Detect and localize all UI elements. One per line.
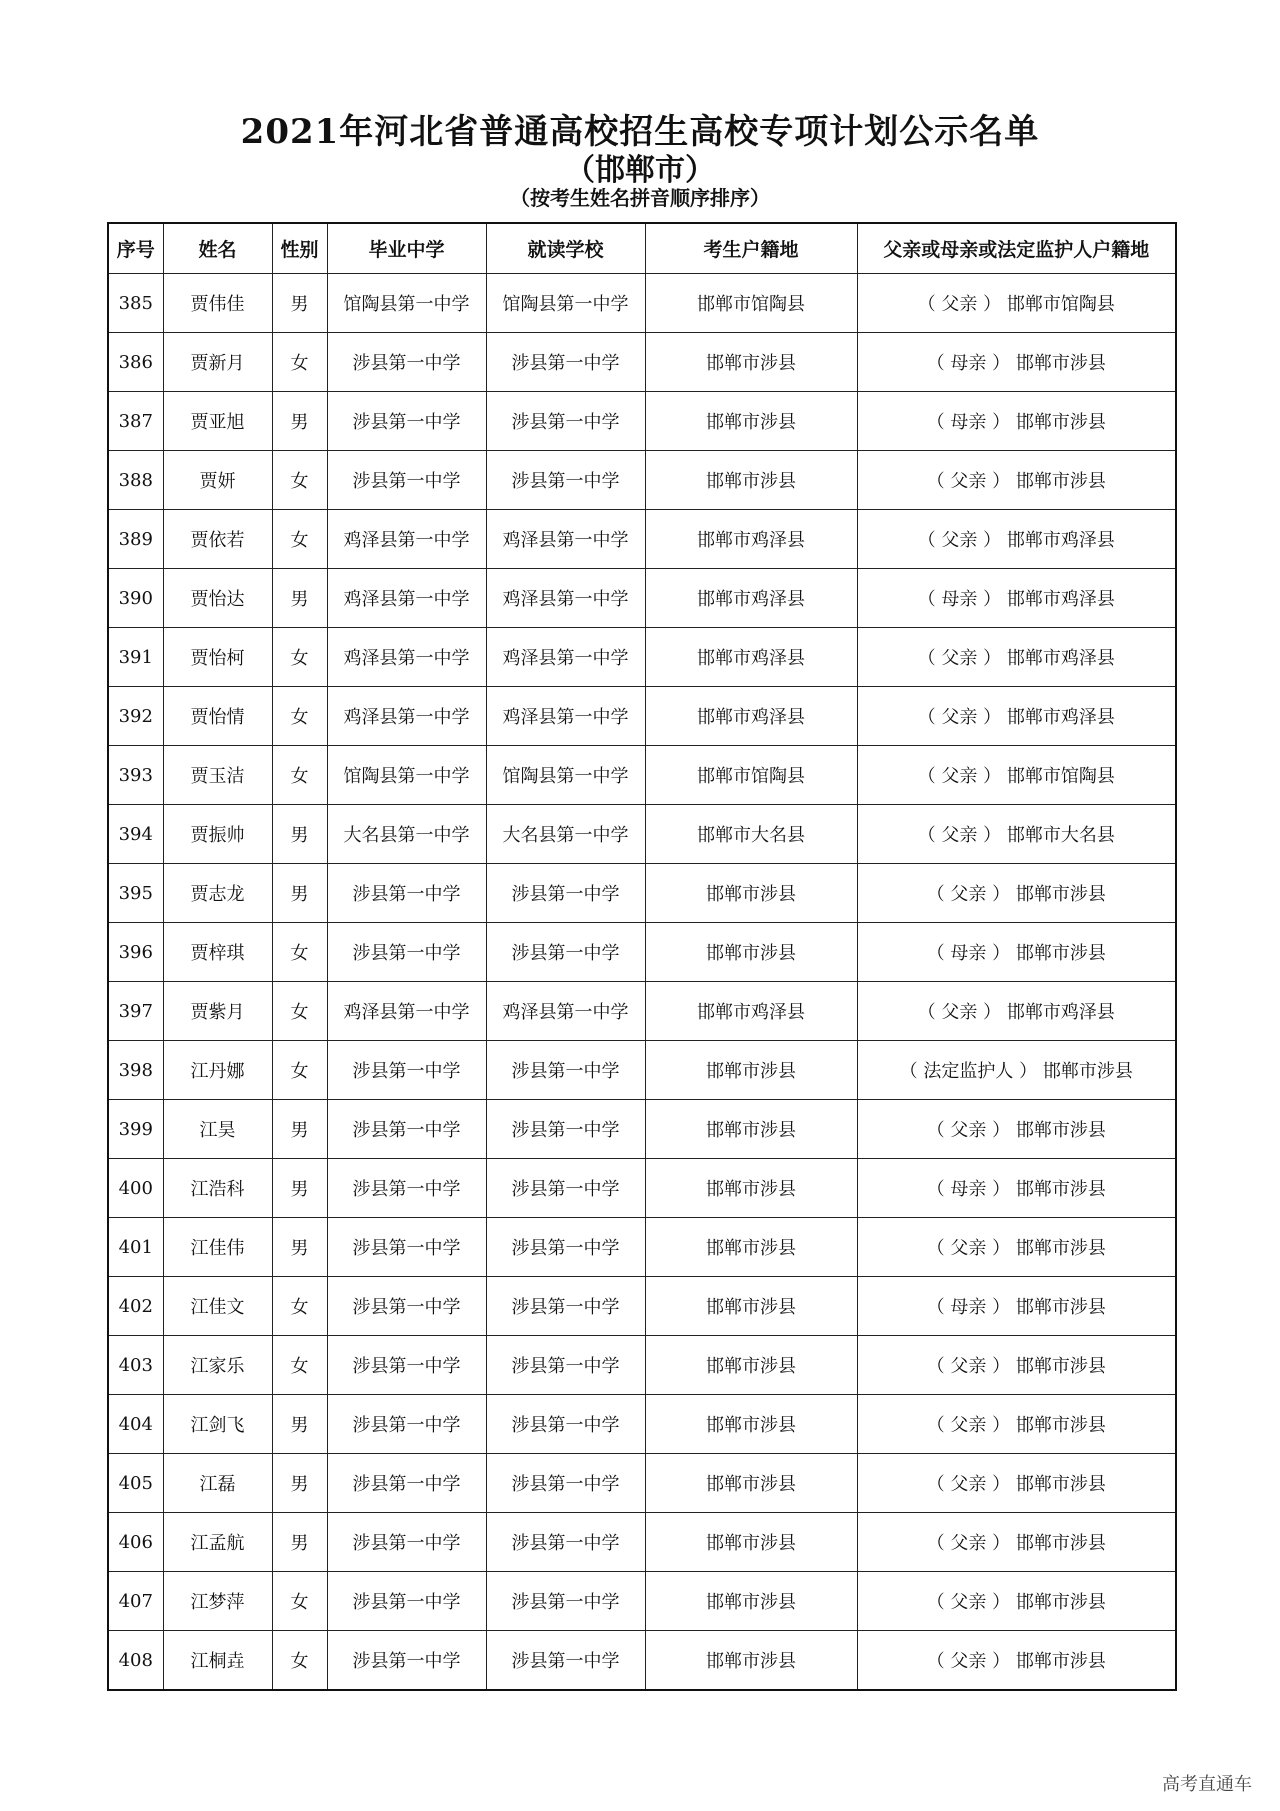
cell-student-household: 邯郸市大名县 [645, 805, 857, 864]
cell-index: 402 [108, 1277, 163, 1336]
column-header-index: 序号 [108, 223, 163, 274]
cell-index: 399 [108, 1100, 163, 1159]
table-row [108, 392, 1176, 451]
cell-graduated-school: 涉县第一中学 [327, 923, 486, 982]
cell-current-school: 涉县第一中学 [486, 333, 645, 392]
cell-name: 贾依若 [163, 510, 272, 569]
cell-index: 389 [108, 510, 163, 569]
cell-index: 385 [108, 274, 163, 333]
cell-guardian-household: （ 父亲 ） 邯郸市鸡泽县 [857, 687, 1176, 746]
cell-student-household: 邯郸市涉县 [645, 392, 857, 451]
cell-name: 江家乐 [163, 1336, 272, 1395]
cell-student-household: 邯郸市鸡泽县 [645, 687, 857, 746]
cell-graduated-school: 涉县第一中学 [327, 1100, 486, 1159]
cell-student-household: 邯郸市涉县 [645, 1631, 857, 1691]
cell-index: 398 [108, 1041, 163, 1100]
cell-graduated-school: 涉县第一中学 [327, 1277, 486, 1336]
cell-name: 江孟航 [163, 1513, 272, 1572]
cell-current-school: 涉县第一中学 [486, 1454, 645, 1513]
cell-index: 388 [108, 451, 163, 510]
table-body [108, 274, 1176, 1691]
table-row [108, 1041, 1176, 1100]
table-row [108, 333, 1176, 392]
cell-graduated-school: 涉县第一中学 [327, 1513, 486, 1572]
cell-guardian-household: （ 父亲 ） 邯郸市涉县 [857, 451, 1176, 510]
cell-name: 江昊 [163, 1100, 272, 1159]
cell-name: 贾志龙 [163, 864, 272, 923]
table-row [108, 1631, 1176, 1691]
cell-graduated-school: 鸡泽县第一中学 [327, 982, 486, 1041]
table-row [108, 982, 1176, 1041]
cell-guardian-household: （ 父亲 ） 邯郸市馆陶县 [857, 746, 1176, 805]
cell-current-school: 涉县第一中学 [486, 1159, 645, 1218]
cell-gender: 女 [272, 1572, 327, 1631]
cell-student-household: 邯郸市涉县 [645, 451, 857, 510]
cell-current-school: 涉县第一中学 [486, 451, 645, 510]
cell-gender: 男 [272, 274, 327, 333]
cell-name: 江梦萍 [163, 1572, 272, 1631]
cell-current-school: 涉县第一中学 [486, 1336, 645, 1395]
cell-name: 贾紫月 [163, 982, 272, 1041]
cell-index: 397 [108, 982, 163, 1041]
cell-current-school: 馆陶县第一中学 [486, 746, 645, 805]
cell-guardian-household: （ 母亲 ） 邯郸市涉县 [857, 923, 1176, 982]
cell-current-school: 鸡泽县第一中学 [486, 569, 645, 628]
cell-graduated-school: 涉县第一中学 [327, 864, 486, 923]
cell-guardian-household: （ 父亲 ） 邯郸市涉县 [857, 1631, 1176, 1691]
cell-current-school: 涉县第一中学 [486, 1041, 645, 1100]
cell-current-school: 涉县第一中学 [486, 1277, 645, 1336]
cell-student-household: 邯郸市涉县 [645, 333, 857, 392]
cell-gender: 女 [272, 333, 327, 392]
column-header-current-school: 就读学校 [486, 223, 645, 274]
cell-index: 403 [108, 1336, 163, 1395]
cell-name: 贾妍 [163, 451, 272, 510]
cell-index: 404 [108, 1395, 163, 1454]
cell-name: 江丹娜 [163, 1041, 272, 1100]
cell-current-school: 鸡泽县第一中学 [486, 628, 645, 687]
page-subtitle: （邯郸市） [565, 153, 715, 188]
column-header-student-household: 考生户籍地 [645, 223, 857, 274]
cell-index: 408 [108, 1631, 163, 1691]
cell-index: 387 [108, 392, 163, 451]
cell-guardian-household: （ 母亲 ） 邯郸市涉县 [857, 392, 1176, 451]
table-row [108, 1395, 1176, 1454]
cell-student-household: 邯郸市涉县 [645, 1572, 857, 1631]
table-row [108, 864, 1176, 923]
cell-index: 400 [108, 1159, 163, 1218]
cell-current-school: 涉县第一中学 [486, 1513, 645, 1572]
cell-graduated-school: 涉县第一中学 [327, 333, 486, 392]
cell-student-household: 邯郸市涉县 [645, 864, 857, 923]
cell-student-household: 邯郸市涉县 [645, 1218, 857, 1277]
cell-student-household: 邯郸市鸡泽县 [645, 569, 857, 628]
cell-guardian-household: （ 父亲 ） 邯郸市涉县 [857, 1454, 1176, 1513]
cell-name: 江桐垚 [163, 1631, 272, 1691]
cell-name: 贾玉洁 [163, 746, 272, 805]
cell-name: 江佳伟 [163, 1218, 272, 1277]
cell-current-school: 涉县第一中学 [486, 1100, 645, 1159]
cell-gender: 女 [272, 687, 327, 746]
cell-graduated-school: 涉县第一中学 [327, 1041, 486, 1100]
roster-table [107, 222, 1177, 1691]
sort-note: （按考生姓名拼音顺序排序） [510, 186, 770, 210]
cell-name: 贾新月 [163, 333, 272, 392]
cell-current-school: 鸡泽县第一中学 [486, 510, 645, 569]
cell-graduated-school: 涉县第一中学 [327, 451, 486, 510]
cell-index: 391 [108, 628, 163, 687]
cell-gender: 女 [272, 510, 327, 569]
cell-guardian-household: （ 母亲 ） 邯郸市涉县 [857, 1159, 1176, 1218]
table-row [108, 274, 1176, 333]
cell-student-household: 邯郸市涉县 [645, 1041, 857, 1100]
cell-student-household: 邯郸市涉县 [645, 1277, 857, 1336]
cell-index: 392 [108, 687, 163, 746]
cell-graduated-school: 馆陶县第一中学 [327, 274, 486, 333]
cell-gender: 女 [272, 1041, 327, 1100]
cell-current-school: 涉县第一中学 [486, 392, 645, 451]
cell-index: 407 [108, 1572, 163, 1631]
cell-guardian-household: （ 父亲 ） 邯郸市鸡泽县 [857, 982, 1176, 1041]
cell-gender: 女 [272, 746, 327, 805]
cell-gender: 男 [272, 1159, 327, 1218]
cell-guardian-household: （ 父亲 ） 邯郸市涉县 [857, 1336, 1176, 1395]
cell-guardian-household: （ 父亲 ） 邯郸市涉县 [857, 864, 1176, 923]
cell-current-school: 鸡泽县第一中学 [486, 982, 645, 1041]
cell-gender: 男 [272, 1100, 327, 1159]
cell-gender: 女 [272, 1277, 327, 1336]
cell-index: 401 [108, 1218, 163, 1277]
cell-index: 386 [108, 333, 163, 392]
cell-guardian-household: （ 法定监护人 ） 邯郸市涉县 [857, 1041, 1176, 1100]
cell-name: 贾亚旭 [163, 392, 272, 451]
cell-gender: 男 [272, 1513, 327, 1572]
cell-graduated-school: 涉县第一中学 [327, 1454, 486, 1513]
cell-current-school: 涉县第一中学 [486, 1572, 645, 1631]
cell-graduated-school: 鸡泽县第一中学 [327, 569, 486, 628]
cell-guardian-household: （ 父亲 ） 邯郸市涉县 [857, 1513, 1176, 1572]
cell-graduated-school: 鸡泽县第一中学 [327, 687, 486, 746]
cell-student-household: 邯郸市涉县 [645, 1454, 857, 1513]
table-row [108, 1572, 1176, 1631]
cell-index: 394 [108, 805, 163, 864]
cell-current-school: 大名县第一中学 [486, 805, 645, 864]
cell-name: 贾梓琪 [163, 923, 272, 982]
cell-guardian-household: （ 父亲 ） 邯郸市鸡泽县 [857, 510, 1176, 569]
page-title: 2021年河北省普通高校招生高校专项计划公示名单 [240, 112, 1040, 152]
cell-name: 江剑飞 [163, 1395, 272, 1454]
watermark: 高考直通车 [1162, 1774, 1252, 1795]
cell-name: 贾振帅 [163, 805, 272, 864]
cell-guardian-household: （ 父亲 ） 邯郸市涉县 [857, 1218, 1176, 1277]
cell-name: 贾怡情 [163, 687, 272, 746]
cell-student-household: 邯郸市鸡泽县 [645, 982, 857, 1041]
cell-graduated-school: 馆陶县第一中学 [327, 746, 486, 805]
cell-index: 396 [108, 923, 163, 982]
cell-student-household: 邯郸市涉县 [645, 1513, 857, 1572]
cell-gender: 女 [272, 1631, 327, 1691]
cell-index: 406 [108, 1513, 163, 1572]
cell-guardian-household: （ 父亲 ） 邯郸市涉县 [857, 1395, 1176, 1454]
table-row [108, 1159, 1176, 1218]
cell-student-household: 邯郸市馆陶县 [645, 274, 857, 333]
cell-graduated-school: 鸡泽县第一中学 [327, 510, 486, 569]
cell-guardian-household: （ 父亲 ） 邯郸市涉县 [857, 1100, 1176, 1159]
cell-current-school: 涉县第一中学 [486, 1631, 645, 1691]
column-header-name: 姓名 [163, 223, 272, 274]
cell-graduated-school: 鸡泽县第一中学 [327, 628, 486, 687]
cell-gender: 女 [272, 982, 327, 1041]
cell-guardian-household: （ 父亲 ） 邯郸市鸡泽县 [857, 628, 1176, 687]
cell-guardian-household: （ 父亲 ） 邯郸市涉县 [857, 1572, 1176, 1631]
table-row [108, 1336, 1176, 1395]
cell-graduated-school: 涉县第一中学 [327, 392, 486, 451]
column-header-graduated-school: 毕业中学 [327, 223, 486, 274]
table-header-row [108, 223, 1176, 274]
table-row [108, 628, 1176, 687]
table-row [108, 569, 1176, 628]
cell-index: 395 [108, 864, 163, 923]
cell-gender: 女 [272, 923, 327, 982]
cell-graduated-school: 涉县第一中学 [327, 1572, 486, 1631]
cell-name: 江佳文 [163, 1277, 272, 1336]
cell-gender: 女 [272, 451, 327, 510]
cell-guardian-household: （ 母亲 ） 邯郸市鸡泽县 [857, 569, 1176, 628]
cell-name: 贾怡柯 [163, 628, 272, 687]
cell-gender: 男 [272, 1218, 327, 1277]
cell-student-household: 邯郸市涉县 [645, 1100, 857, 1159]
table-row [108, 746, 1176, 805]
cell-student-household: 邯郸市涉县 [645, 1336, 857, 1395]
cell-graduated-school: 大名县第一中学 [327, 805, 486, 864]
cell-current-school: 涉县第一中学 [486, 1395, 645, 1454]
cell-gender: 男 [272, 864, 327, 923]
column-header-guardian-household: 父亲或母亲或法定监护人户籍地 [857, 223, 1176, 274]
cell-graduated-school: 涉县第一中学 [327, 1159, 486, 1218]
column-header-gender: 性别 [272, 223, 327, 274]
cell-index: 390 [108, 569, 163, 628]
cell-student-household: 邯郸市鸡泽县 [645, 628, 857, 687]
table-row [108, 1218, 1176, 1277]
cell-current-school: 涉县第一中学 [486, 923, 645, 982]
cell-name: 贾怡达 [163, 569, 272, 628]
cell-current-school: 鸡泽县第一中学 [486, 687, 645, 746]
cell-student-household: 邯郸市馆陶县 [645, 746, 857, 805]
cell-graduated-school: 涉县第一中学 [327, 1395, 486, 1454]
cell-student-household: 邯郸市涉县 [645, 923, 857, 982]
table-row [108, 1277, 1176, 1336]
cell-gender: 女 [272, 628, 327, 687]
cell-guardian-household: （ 父亲 ） 邯郸市大名县 [857, 805, 1176, 864]
table-row [108, 1100, 1176, 1159]
cell-student-household: 邯郸市鸡泽县 [645, 510, 857, 569]
cell-index: 405 [108, 1454, 163, 1513]
cell-graduated-school: 涉县第一中学 [327, 1631, 486, 1691]
cell-index: 393 [108, 746, 163, 805]
cell-gender: 女 [272, 1336, 327, 1395]
cell-gender: 男 [272, 805, 327, 864]
cell-current-school: 涉县第一中学 [486, 1218, 645, 1277]
cell-guardian-household: （ 母亲 ） 邯郸市涉县 [857, 333, 1176, 392]
table-row [108, 451, 1176, 510]
table-row [108, 1513, 1176, 1572]
cell-current-school: 馆陶县第一中学 [486, 274, 645, 333]
cell-name: 江磊 [163, 1454, 272, 1513]
cell-gender: 男 [272, 1395, 327, 1454]
cell-graduated-school: 涉县第一中学 [327, 1336, 486, 1395]
cell-name: 贾伟佳 [163, 274, 272, 333]
cell-gender: 男 [272, 392, 327, 451]
cell-guardian-household: （ 父亲 ） 邯郸市馆陶县 [857, 274, 1176, 333]
cell-student-household: 邯郸市涉县 [645, 1395, 857, 1454]
cell-graduated-school: 涉县第一中学 [327, 1218, 486, 1277]
cell-guardian-household: （ 母亲 ） 邯郸市涉县 [857, 1277, 1176, 1336]
cell-gender: 男 [272, 569, 327, 628]
cell-current-school: 涉县第一中学 [486, 864, 645, 923]
table-row [108, 805, 1176, 864]
table-row [108, 510, 1176, 569]
table-row [108, 1454, 1176, 1513]
cell-student-household: 邯郸市涉县 [645, 1159, 857, 1218]
cell-name: 江浩科 [163, 1159, 272, 1218]
table-row [108, 923, 1176, 982]
cell-gender: 男 [272, 1454, 327, 1513]
table-row [108, 687, 1176, 746]
